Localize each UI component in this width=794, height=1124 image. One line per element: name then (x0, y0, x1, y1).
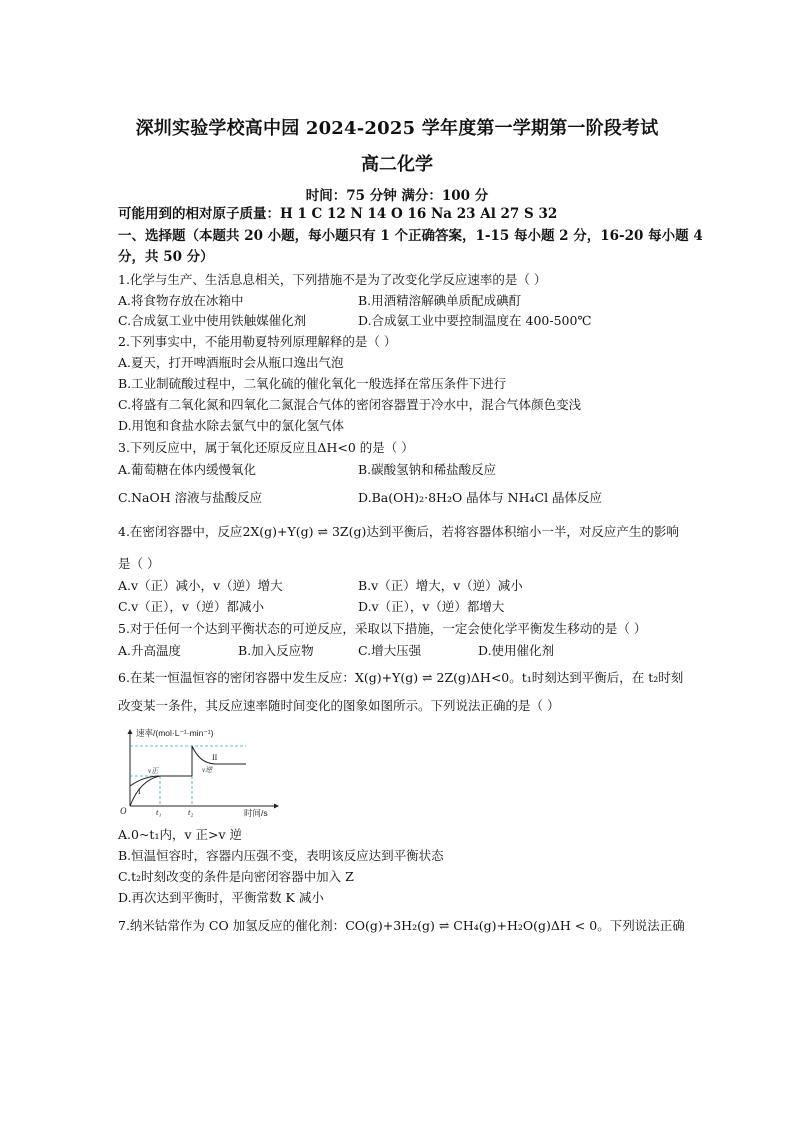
label-v-zheng: v正 (148, 767, 159, 775)
x-axis-arrow (274, 804, 279, 809)
q7-stem-pre: 7.纳米钴常作为 CO 加氢反应的催化剂： (118, 918, 346, 933)
q5-stem: 5.对于任何一个达到平衡状态的可逆反应，采取以下措施，一定会使化学平衡发生移动的是（ ） (118, 621, 647, 636)
q1-option-c: C.合成氨工业中使用铁触媒催化剂 (118, 313, 307, 328)
q4-option-a: A.v（正）减小，v（逆）增大 (118, 578, 283, 593)
curve-after-t2 (192, 746, 246, 764)
q2-option-d: D.用饱和食盐水除去氯气中的氯化氢气体 (118, 418, 345, 433)
section-heading-line2: 分，共 50 分） (118, 249, 214, 265)
q7-equation: CO(g)+3H₂(g) ⇌ CH₄(g)+H₂O(g)ΔH < 0 (345, 918, 598, 933)
y-axis-arrow (128, 729, 133, 734)
x-axis-label: 时间/s (244, 808, 268, 818)
q6-option-a: A.0~t₁内，v 正>v 逆 (118, 827, 243, 842)
q3-option-a: A.葡萄糖在体内缓慢氧化 (118, 462, 257, 477)
q1-option-a: A.将食物存放在冰箱中 (118, 293, 244, 308)
label-v-ni: v逆 (202, 766, 213, 774)
q6-option-c: C.t₂时刻改变的条件是向密闭容器中加入 Z (118, 869, 354, 884)
q3-option-d-formula: Ba(OH)₂·8H₂O (371, 490, 463, 505)
q6-stem-cont: 改变某一条件，其反应速率随时间变化的图象如图所示。下列说法正确的是（ ） (118, 698, 560, 713)
q6-stem-pre: 6.在某一恒温恒容的密闭容器中发生反应： (118, 670, 355, 685)
q3-stem: 3.下列反应中，属于氧化还原反应且ΔH<0 的是（ ） (118, 440, 414, 455)
q3-option-d (358, 490, 602, 506)
label-I: I (138, 787, 141, 796)
q2-option-b: B.工业制硫酸过程中，二氧化硫的催化氧化一般选择在常压条件下进行 (118, 376, 507, 391)
q6-option-b: B.恒温恒容时，容器内压强不变，表明该反应达到平衡状态 (118, 848, 444, 863)
section-heading-line1: 一、选择题（本题共 20 小题，每小题只有 1 个正确答案，1-15 每小题 2 分，16-20 每小题 4 (118, 228, 703, 244)
q7-stem-post: 。下列说法正确 (597, 918, 685, 933)
q5-option-a: A.升高温度 (118, 643, 182, 658)
q4-stem-post: 达到平衡后，若将容器体积缩小一半，对反应产生的影响 (366, 524, 679, 539)
q6-stem (118, 670, 683, 686)
q5-option-d: D.使用催化剂 (478, 643, 555, 658)
q4-option-c: C.v（正），v（逆）都减小 (118, 599, 264, 614)
q6-rate-time-graph (116, 724, 280, 818)
t2-label: t₂ (188, 807, 194, 817)
time-score-info: 时间：75 分钟 满分：100 分 (305, 188, 489, 204)
q1-option-b: B.用酒精溶解碘单质配成碘酊 (358, 293, 522, 308)
q6-stem-post: ΔH<0。t₁时刻达到平衡后，在 t₂时刻 (470, 670, 684, 685)
q4-stem (118, 524, 679, 540)
q4-option-b: B.v（正）增大，v（逆）减小 (358, 578, 523, 593)
exam-title: 深圳实验学校高中园 2024-2025 学年度第一学期第一阶段考试 (135, 118, 659, 139)
q1-option-d: D.合成氨工业中要控制温度在 400-500℃ (358, 313, 592, 328)
q5-option-b: B.加入反应物 (238, 643, 314, 658)
label-II: II (212, 753, 218, 762)
y-axis-label: 速率/(mol·L⁻¹·min⁻¹) (136, 728, 214, 738)
q2-option-c: C.将盛有二氧化氮和四氧化二氮混合气体的密闭容器置于冷水中，混合气体颜色变浅 (118, 397, 582, 412)
q3-option-d-prefix: D. (358, 490, 372, 505)
q5-option-c: C.增大压强 (358, 643, 422, 658)
origin-label: O (120, 806, 127, 816)
q4-option-d: D.v（正），v（逆）都增大 (358, 599, 505, 614)
q6-equation: X(g)+Y(g) ⇌ 2Z(g) (354, 670, 471, 685)
q4-stem-pre: 4.在密闭容器中，反应 (118, 524, 243, 539)
q2-stem: 2.下列事实中，不能用勒夏特列原理解释的是（ ） (118, 334, 397, 349)
atomic-mass-line: 可能用到的相对原子质量：H 1 C 12 N 14 O 16 Na 23 Al 27 S 32 (118, 206, 558, 222)
q4-stem-cont: 是（ ） (118, 556, 160, 571)
q7-stem (118, 918, 685, 934)
curve-v-ni (130, 776, 160, 806)
q3-option-b: B.碳酸氢钠和稀盐酸反应 (358, 462, 497, 477)
q3-option-c: C.NaOH 溶液与盐酸反应 (118, 490, 263, 505)
q1-stem: 1.化学与生产、生活息息相关，下列措施不是为了改变化学反应速率的是（ ） (118, 272, 547, 287)
q4-equation: 2X(g)+Y(g) ⇌ 3Z(g) (242, 524, 367, 539)
q3-option-d-text: 晶体与 NH₄Cl 晶体反应 (462, 490, 603, 505)
t1-label: t₁ (156, 807, 162, 817)
q2-option-a: A.夏天，打开啤酒瓶时会从瓶口逸出气泡 (118, 355, 344, 370)
exam-subject: 高二化学 (361, 154, 433, 175)
q6-option-d: D.再次达到平衡时，平衡常数 K 减小 (118, 890, 324, 905)
